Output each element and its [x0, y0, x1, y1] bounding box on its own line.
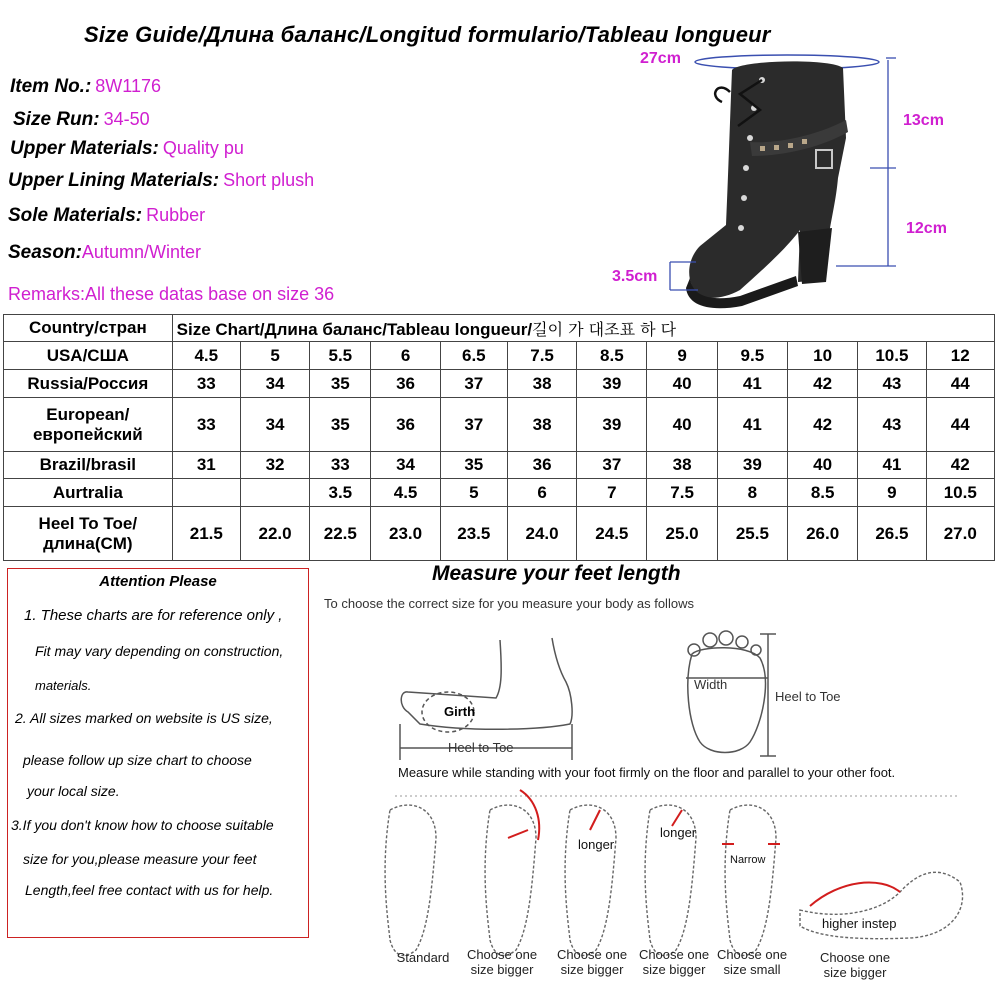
attention-box — [7, 568, 309, 938]
table-cell: 42 — [788, 398, 858, 452]
spec-label: Season: — [8, 242, 82, 263]
attention-line: 2. All sizes marked on website is US size, — [15, 710, 273, 726]
spec-size-run — [13, 109, 150, 131]
table-cell: 25.0 — [647, 507, 717, 561]
size-chart-table — [3, 314, 995, 561]
spec-label: Sole Materials: — [8, 205, 143, 226]
spec-label: Upper Materials: — [10, 138, 159, 159]
table-cell: 38 — [507, 370, 576, 398]
table-cell: 3.5 — [310, 479, 371, 507]
table-cell: 23.0 — [371, 507, 440, 561]
side-foot-outline — [401, 638, 572, 729]
attention-line: please follow up size chart to choose — [23, 752, 252, 768]
table-cell: 6 — [371, 342, 440, 370]
foot-measure-illustrations — [320, 620, 1000, 1000]
table-row-brazil — [4, 452, 995, 479]
table-cell: 38 — [507, 398, 576, 452]
table-cell: 12 — [926, 342, 994, 370]
table-cell: 40 — [788, 452, 858, 479]
table-cell: 43 — [858, 398, 926, 452]
top-foot-outline — [688, 648, 766, 753]
table-cell: 10.5 — [926, 479, 994, 507]
table-cell: 41 — [858, 452, 926, 479]
spec-item-no — [10, 76, 161, 98]
row-label: European/европейский — [4, 398, 173, 452]
table-cell: 34 — [371, 452, 440, 479]
table-cell: 9.5 — [717, 342, 787, 370]
label-heel-to-toe-side: Heel to Toe — [448, 740, 514, 755]
caption-small: Choose one size small — [716, 947, 788, 977]
attention-line: materials. — [35, 678, 92, 693]
row-label: Heel To Toe/длина(CM) — [4, 507, 173, 561]
table-cell: 41 — [717, 370, 787, 398]
spec-value: 34-50 — [103, 109, 150, 129]
header-country: Country/стран — [4, 315, 173, 342]
table-cell: 39 — [577, 398, 647, 452]
spec-label: Size Run: — [13, 109, 100, 130]
spec-upper-lining — [8, 170, 314, 192]
table-cell: 22.0 — [240, 507, 309, 561]
table-cell: 39 — [577, 370, 647, 398]
table-cell: 36 — [371, 398, 440, 452]
table-cell: 42 — [926, 452, 994, 479]
table-cell: 34 — [240, 370, 309, 398]
dim-shaft: 13cm — [903, 112, 944, 129]
table-cell: 32 — [240, 452, 309, 479]
table-cell: 37 — [577, 452, 647, 479]
spec-sole-materials — [8, 205, 205, 227]
label-higher-instep: higher instep — [822, 916, 897, 931]
remarks: Remarks:All these datas base on size 36 — [8, 284, 335, 304]
label-longer-1: longer — [578, 837, 615, 852]
table-cell: 5.5 — [310, 342, 371, 370]
table-cell: 10.5 — [858, 342, 926, 370]
attention-line: 1. These charts are for reference only , — [24, 607, 283, 624]
table-cell: 7 — [577, 479, 647, 507]
boot-illustration — [600, 50, 990, 310]
table-cell: 26.0 — [788, 507, 858, 561]
table-cell: 44 — [926, 398, 994, 452]
table-cell: 24.5 — [577, 507, 647, 561]
measure-instruction: Measure while standing with your foot firmly on the floor and parallel to your other foot. — [398, 765, 896, 780]
attention-line: size for you,please measure your feet — [23, 851, 257, 867]
spec-label: Upper Lining Materials: — [8, 170, 220, 191]
table-cell: 33 — [172, 398, 240, 452]
table-cell: 9 — [858, 479, 926, 507]
header-korean: 길이 가 대조표 하 다 — [532, 319, 677, 339]
table-cell: 4.5 — [172, 342, 240, 370]
caption-bigger-3: Choose one size bigger — [638, 947, 710, 977]
table-cell: 37 — [440, 398, 507, 452]
measure-subtitle: To choose the correct size for you measure your body as follows — [324, 596, 694, 611]
caption-bigger-4: Choose one size bigger — [819, 950, 891, 980]
table-cell: 5 — [240, 342, 309, 370]
table-cell: 35 — [310, 370, 371, 398]
table-cell: 44 — [926, 370, 994, 398]
table-cell: 7.5 — [507, 342, 576, 370]
table-header-row — [4, 315, 995, 342]
spec-upper-materials — [10, 138, 244, 160]
table-cell: 38 — [647, 452, 717, 479]
spec-label: Item No.: — [10, 76, 92, 97]
table-cell: 37 — [440, 370, 507, 398]
spec-value: 8W1176 — [95, 76, 161, 96]
table-cell: 23.5 — [440, 507, 507, 561]
table-cell: 41 — [717, 398, 787, 452]
table-cell: 21.5 — [172, 507, 240, 561]
table-cell: 27.0 — [926, 507, 994, 561]
table-row-australia — [4, 479, 995, 507]
attention-title: Attention Please — [99, 573, 217, 590]
table-cell: 31 — [172, 452, 240, 479]
table-cell: 6 — [507, 479, 576, 507]
label-girth: Girth — [444, 704, 476, 719]
attention-line: Fit may vary depending on construction, — [35, 643, 284, 659]
label-longer-2: longer — [660, 825, 697, 840]
table-row-usa — [4, 342, 995, 370]
attention-line: your local size. — [27, 783, 120, 799]
attention-line: 3.If you don't know how to choose suitable — [11, 817, 274, 833]
caption-standard: Standard — [396, 950, 450, 965]
table-cell — [172, 479, 240, 507]
spec-value: Autumn/Winter — [81, 242, 201, 262]
label-heel-to-toe-top: Heel to Toe — [775, 689, 841, 704]
row-label: Aurtralia — [4, 479, 173, 507]
table-cell: 8 — [717, 479, 787, 507]
table-cell: 42 — [788, 370, 858, 398]
row-label: Russia/Россия — [4, 370, 173, 398]
table-cell: 8.5 — [788, 479, 858, 507]
table-cell: 36 — [371, 370, 440, 398]
dim-platform: 3.5cm — [612, 268, 658, 285]
table-cell: 8.5 — [577, 342, 647, 370]
table-cell: 34 — [240, 398, 309, 452]
table-cell: 24.0 — [507, 507, 576, 561]
boot-heel — [798, 228, 832, 284]
table-cell: 7.5 — [647, 479, 717, 507]
table-cell: 43 — [858, 370, 926, 398]
spec-season — [8, 242, 201, 264]
table-cell: 25.5 — [717, 507, 787, 561]
spec-value: Rubber — [146, 205, 206, 225]
table-cell: 36 — [507, 452, 576, 479]
table-cell: 39 — [717, 452, 787, 479]
spec-value: Short plush — [223, 170, 315, 190]
row-label: Brazil/brasil — [4, 452, 173, 479]
label-narrow: Narrow — [730, 854, 766, 866]
row-label: USA/США — [4, 342, 173, 370]
label-width: Width — [694, 677, 728, 692]
table-cell: 9 — [647, 342, 717, 370]
table-cell: 5 — [440, 479, 507, 507]
dim-circumference: 27cm — [640, 50, 681, 67]
table-row-heel-to-toe — [4, 507, 995, 561]
caption-bigger-1: Choose one size bigger — [466, 947, 538, 977]
measure-title: Measure your feet length — [432, 562, 681, 585]
header-size-chart: Size Chart/Длина баланс/Tableau longueur/길이 가 대조표 하 다 — [172, 315, 994, 342]
table-cell — [240, 479, 309, 507]
spec-value: Quality pu — [162, 138, 244, 158]
table-row-european — [4, 398, 995, 452]
size-guide-title: Size Guide/Длина баланс/Longitud formulario/Tableau longueur — [84, 22, 771, 47]
table-cell: 6.5 — [440, 342, 507, 370]
table-row-russia — [4, 370, 995, 398]
caption-bigger-2: Choose one size bigger — [556, 947, 628, 977]
table-cell: 4.5 — [371, 479, 440, 507]
table-cell: 26.5 — [858, 507, 926, 561]
table-cell: 35 — [440, 452, 507, 479]
table-cell: 40 — [647, 398, 717, 452]
attention-line: Length,feel free contact with us for help. — [25, 882, 274, 898]
table-cell: 35 — [310, 398, 371, 452]
table-cell: 10 — [788, 342, 858, 370]
dim-heel: 12cm — [906, 220, 947, 237]
table-cell: 40 — [647, 370, 717, 398]
table-cell: 33 — [310, 452, 371, 479]
table-cell: 22.5 — [310, 507, 371, 561]
table-cell: 33 — [172, 370, 240, 398]
